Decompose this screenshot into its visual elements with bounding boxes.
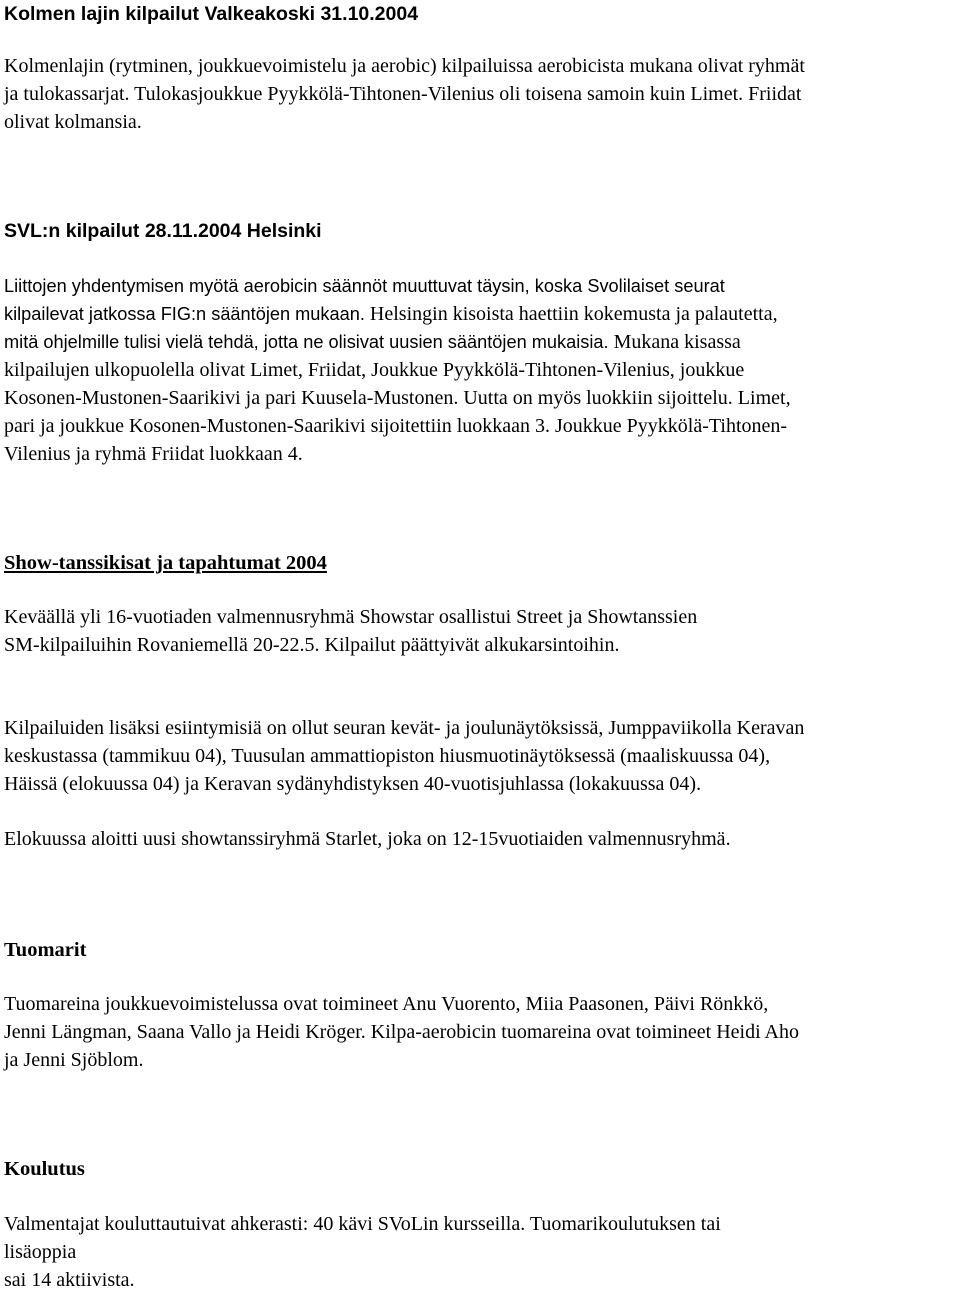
text-line: Kolmenlajin (rytminen, joukkuevoimistelu ja aerobic) kilpailuissa aerobicista mukana olivat ryhmät (4, 55, 805, 77)
text-line: ja Jenni Sjöblom. (4, 1049, 144, 1071)
text-line: Elokuussa aloitti uusi showtanssiryhmä Starlet, joka on 12-15vuotiaiden valmennusryhmä. (4, 828, 731, 850)
text-line: Valmentajat kouluttautuivat ahkerasti: 40 kävi SVoLin kursseilla. Tuomarikoulutuksen tai (4, 1213, 721, 1235)
text-segment: Mukana kisassa (608, 331, 741, 353)
text-line: ja tulokassarjat. Tulokasjoukkue Pyykkölä-Tihtonen-Vilenius oli toisena samoin kuin Limet. Friidat (4, 83, 802, 105)
text-line: kilpailujen ulkopuolella olivat Limet, Friidat, Joukkue Pyykkölä-Tihtonen-Vilenius, joukkue (4, 359, 745, 381)
text-line: lisäoppia (4, 1241, 77, 1263)
text-line: SM-kilpailuihin Rovaniemellä 20-22.5. Kilpailut päättyivät alkukarsintoihin. (4, 634, 620, 656)
paragraph-svl (4, 272, 956, 468)
text-line: Vilenius ja ryhmä Friidat luokkaan 4. (4, 443, 303, 465)
text-line: olivat kolmansia. (4, 111, 142, 133)
text-line: Keväällä yli 16-vuotiaden valmennusryhmä Showstar osallistui Street ja Showtanssien (4, 606, 698, 628)
text-segment: kilpailevat jatkossa FIG:n sääntöjen mukaan. (4, 304, 365, 324)
section-heading-koulutus: Koulutus (4, 1158, 85, 1180)
paragraph-kolmen-lajin (4, 52, 956, 136)
text-line: Häissä (elokuussa 04) ja Keravan sydänyhdistyksen 40-vuotisjuhlassa (lokakuussa 04). (4, 773, 702, 795)
text-line: Kosonen-Mustonen-Saarikivi ja pari Kuusela-Mustonen. Uutta on myös luokkiin sijoittelu. Limet, (4, 387, 791, 409)
paragraph-show-2 (4, 714, 956, 798)
text-line: pari ja joukkue Kosonen-Mustonen-Saarikivi sijoitettiin luokkaan 3. Joukkue Pyykkölä-Tihtonen- (4, 415, 788, 437)
text-line: Jenni Längman, Saana Vallo ja Heidi Kröger. Kilpa-aerobicin tuomareina ovat toimineet Heidi Aho (4, 1021, 799, 1043)
text-line (4, 300, 956, 328)
section-heading-tuomarit: Tuomarit (4, 939, 87, 961)
paragraph-show-3 (4, 825, 956, 853)
section-heading-kolmen-lajin: Kolmen lajin kilpailut Valkeakoski 31.10.2004 (4, 3, 419, 25)
section-heading-svl: SVL:n kilpailut 28.11.2004 Helsinki (4, 220, 322, 242)
text-line: Liittojen yhdentymisen myötä aerobicin säännöt muuttuvat täysin, koska Svolilaiset seurat (4, 276, 725, 296)
text-line: sai 14 aktiivista. (4, 1269, 135, 1291)
text-line: Tuomareina joukkuevoimistelussa ovat toimineet Anu Vuorento, Miia Paasonen, Päivi Rönkkö, (4, 993, 769, 1015)
section-heading-show: Show-tanssikisat ja tapahtumat 2004 (4, 552, 327, 574)
text-line (4, 328, 956, 356)
paragraph-show-1 (4, 603, 956, 659)
text-segment: mitä ohjelmille tulisi vielä tehdä, jotta ne olisivat uusien sääntöjen mukaisia. (4, 332, 609, 352)
text-segment: Helsingin kisoista haettiin kokemusta ja palautetta, (364, 303, 778, 325)
paragraph-tuomarit (4, 990, 956, 1074)
text-line: keskustassa (tammikuu 04), Tuusulan ammattiopiston hiusmuotinäytöksessä (maaliskuussa 04), (4, 745, 771, 767)
paragraph-koulutus (4, 1210, 956, 1294)
text-line: Kilpailuiden lisäksi esiintymisiä on ollut seuran kevät- ja joulunäytöksissä, Jumppaviikolla Keravan (4, 717, 805, 739)
